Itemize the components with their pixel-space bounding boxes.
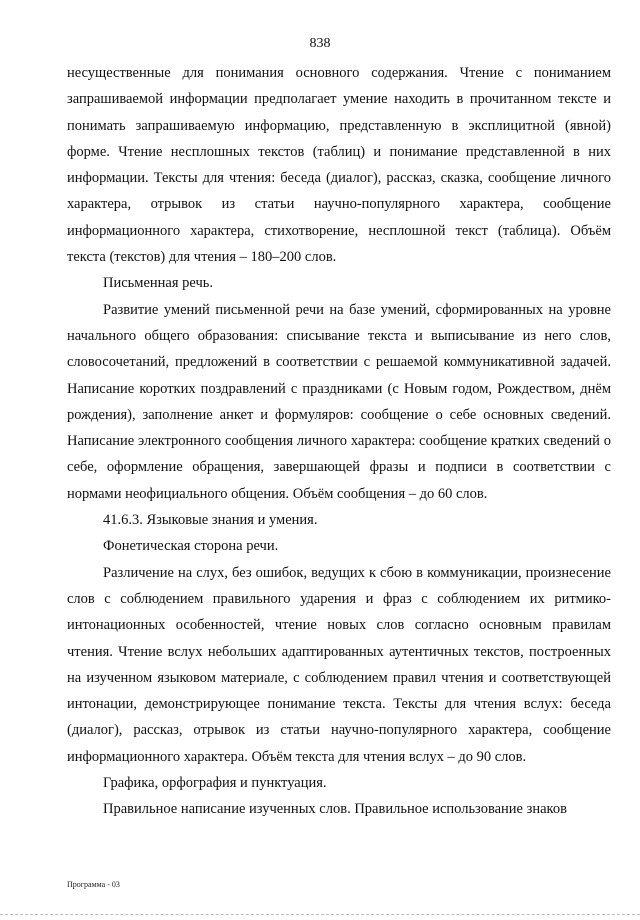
- paragraph: Развитие умений письменной речи на базе умений, сформированных на уровне начального общего образования: списывание текста и выписывание из него слов, словосочетаний, предложений в соответствии с решаемой коммуникативной задачей. Написание коротких поздравлений с праздниками (с Новым годом, Рождеством, днём рождения), заполнение анкет и формуляров: сообщение о себе основных сведений. Написание электронного сообщения личного характера: сообщение кратких сведений о себе, оформление обращения, завершающей фразы и подписи в соответствии с нормами неофициального общения. Объём сообщения – до 60 слов.: [67, 301, 611, 502]
- paragraph: несущественные для понимания основного содержания. Чтение с пониманием запрашиваемой информации предполагает умение находить в прочитанном тексте и понимать запрашиваемую информацию, представленную в эксплицитной (явной) форме. Чтение несплошных текстов (таблиц) и понимание представленной в них информации. Тексты для чтения: беседа (диалог), рассказ, сказка, сообщение личного характера, отрывок из статьи научно-популярного характера, сообщение информационного характера, стихотворение, несплошной текст (таблица). Объём текста (текстов) для чтения – 180–200 слов.: [67, 65, 611, 266]
- paragraph: Графика, орфография и пунктуация.: [103, 775, 327, 792]
- paragraph: Правильное написание изученных слов. Правильное использование знаков: [103, 801, 567, 818]
- scan-edge-line: [0, 914, 640, 915]
- paragraph: Письменная речь.: [103, 275, 213, 292]
- footer-label: Программа - 03: [67, 880, 120, 889]
- paragraph: 41.6.3. Языковые знания и умения.: [103, 512, 318, 529]
- page-number: 838: [309, 36, 331, 51]
- paragraph: Различение на слух, без ошибок, ведущих к сбою в коммуникации, произнесение слов с соблюдением правильного ударения и фраз с соблюдением их ритмико-интонационных особенностей, чтение новых слов согласно основным правилам чтения. Чтение вслух небольших адаптированных аутентичных текстов, построенных на изученном языковом материале, с соблюдением правил чтения и соответствующей интонации, демонстрирующее понимание текста. Тексты для чтения вслух: беседа (диалог), рассказ, отрывок из статьи научно-популярного характера, сообщение информационного характера. Объём текста для чтения вслух – до 90 слов.: [67, 564, 611, 765]
- document-body: [67, 60, 611, 823]
- paragraph: Фонетическая сторона речи.: [103, 538, 279, 555]
